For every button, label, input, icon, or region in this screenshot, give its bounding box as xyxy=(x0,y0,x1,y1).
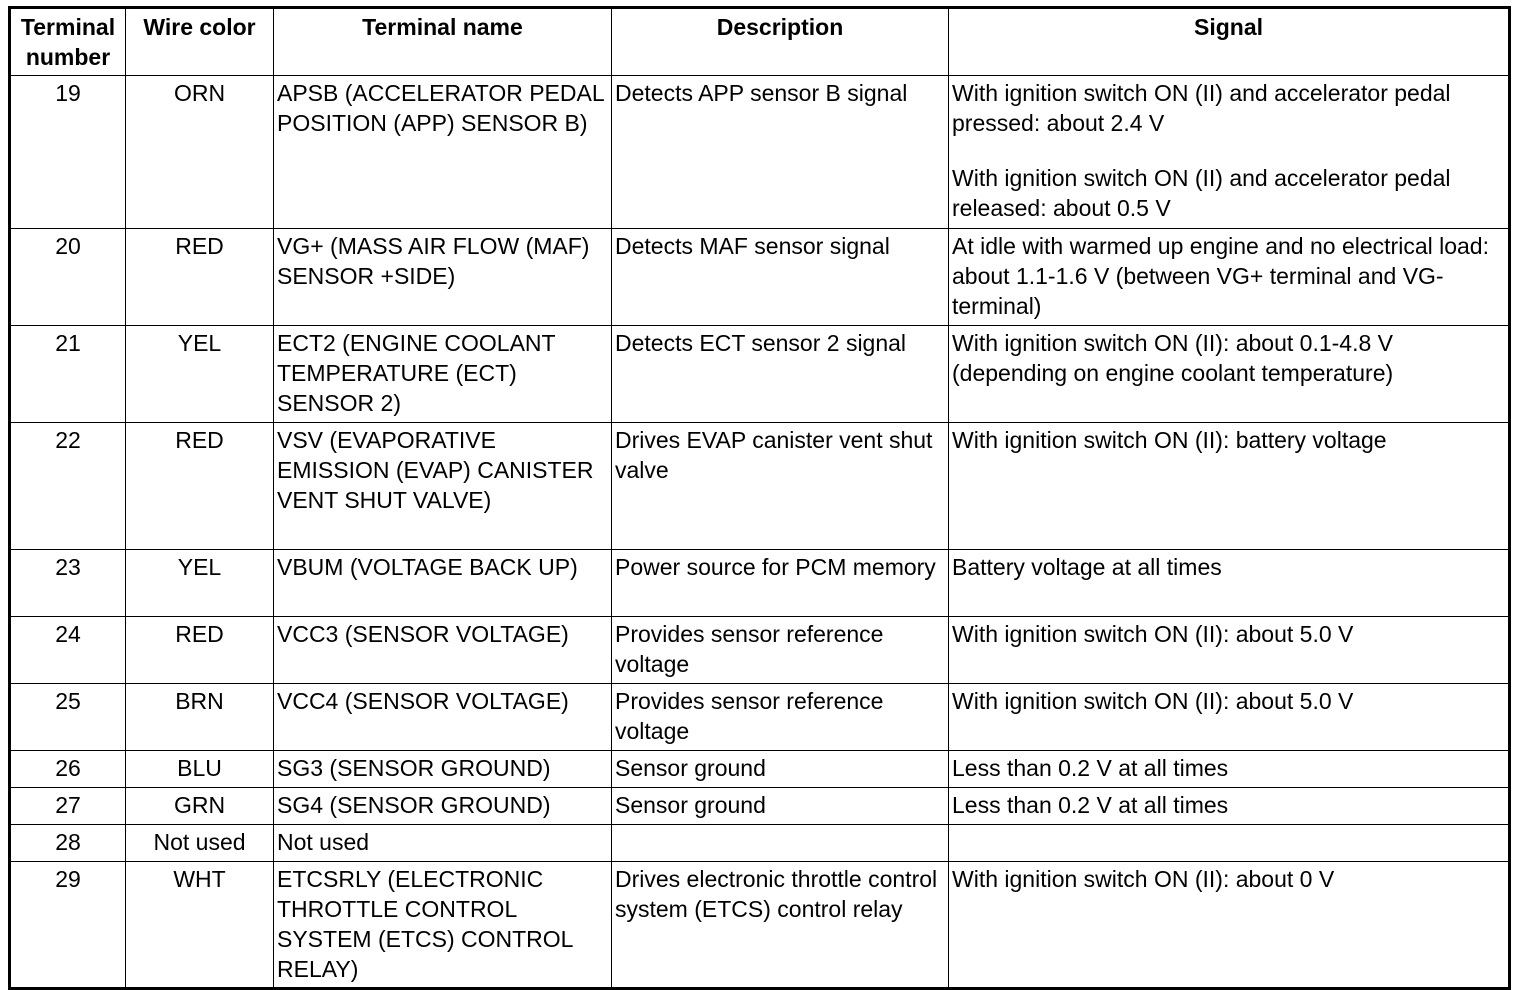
terminal-name-cell: Not used xyxy=(274,825,612,862)
description-cell: Detects ECT sensor 2 signal xyxy=(612,326,949,423)
signal-line: With ignition switch ON (II): about 0 V xyxy=(952,866,1335,892)
terminal-number-cell: 25 xyxy=(10,684,126,751)
terminal-name-cell: ECT2 (ENGINE COOLANT TEMPERATURE (ECT) SENSOR 2) xyxy=(274,326,612,423)
signal-cell xyxy=(949,229,1510,326)
signal-line: At idle with warmed up engine and no electrical load: about 1.1-1.6 V (between VG+ terminal and VG- terminal) xyxy=(952,233,1489,319)
terminal-name-cell: VCC4 (SENSOR VOLTAGE) xyxy=(274,684,612,751)
signal-line: With ignition switch ON (II) and accelerator pedal released: about 0.5 V xyxy=(952,165,1451,221)
terminal-number-cell: 26 xyxy=(10,751,126,788)
table-row xyxy=(10,550,1510,617)
terminal-number-cell: 27 xyxy=(10,788,126,825)
table-row xyxy=(10,76,1510,229)
wire-color-cell: WHT xyxy=(126,862,274,989)
description-cell: Detects APP sensor B signal xyxy=(612,76,949,229)
table-row xyxy=(10,423,1510,550)
terminal-table xyxy=(8,6,1511,990)
signal-cell xyxy=(949,788,1510,825)
terminal-name-cell: SG4 (SENSOR GROUND) xyxy=(274,788,612,825)
wire-color-cell: BLU xyxy=(126,751,274,788)
terminal-number-cell: 24 xyxy=(10,617,126,684)
terminal-number-cell: 22 xyxy=(10,423,126,550)
terminal-name-cell: SG3 (SENSOR GROUND) xyxy=(274,751,612,788)
description-cell: Sensor ground xyxy=(612,788,949,825)
signal-line: With ignition switch ON (II) and accelerator pedal pressed: about 2.4 V xyxy=(952,80,1451,136)
table-row xyxy=(10,617,1510,684)
terminal-name-cell: ETCSRLY (ELECTRONIC THROTTLE CONTROL SYSTEM (ETCS) CONTROL RELAY) xyxy=(274,862,612,989)
header-description: Description xyxy=(612,8,949,76)
description-cell: Provides sensor reference voltage xyxy=(612,617,949,684)
header-signal: Signal xyxy=(949,8,1510,76)
table-row xyxy=(10,862,1510,989)
table-row xyxy=(10,751,1510,788)
signal-cell xyxy=(949,825,1510,862)
table-row xyxy=(10,326,1510,423)
signal-cell xyxy=(949,423,1510,550)
terminal-number-cell: 21 xyxy=(10,326,126,423)
terminal-name-cell: VSV (EVAPORATIVE EMISSION (EVAP) CANISTER VENT SHUT VALVE) xyxy=(274,423,612,550)
signal-cell xyxy=(949,862,1510,989)
wire-color-cell: Not used xyxy=(126,825,274,862)
wire-color-cell: ORN xyxy=(126,76,274,229)
signal-line: Battery voltage at all times xyxy=(952,554,1222,580)
signal-cell xyxy=(949,751,1510,788)
table-row xyxy=(10,788,1510,825)
terminal-number-cell: 23 xyxy=(10,550,126,617)
signal-line: With ignition switch ON (II): about 5.0 V xyxy=(952,688,1354,714)
header-terminal-name: Terminal name xyxy=(274,8,612,76)
description-cell: Provides sensor reference voltage xyxy=(612,684,949,751)
wire-color-cell: YEL xyxy=(126,326,274,423)
signal-cell xyxy=(949,550,1510,617)
table-row xyxy=(10,229,1510,326)
description-cell: Drives electronic throttle control system (ETCS) control relay xyxy=(612,862,949,989)
terminal-number-cell: 29 xyxy=(10,862,126,989)
signal-line: With ignition switch ON (II): about 0.1-4.8 V (depending on engine coolant temperature) xyxy=(952,330,1394,386)
wire-color-cell: RED xyxy=(126,229,274,326)
description-cell: Drives EVAP canister vent shut valve xyxy=(612,423,949,550)
signal-line: With ignition switch ON (II): battery voltage xyxy=(952,427,1387,453)
signal-line: With ignition switch ON (II): about 5.0 V xyxy=(952,621,1354,647)
signal-cell xyxy=(949,326,1510,423)
terminal-name-cell: VCC3 (SENSOR VOLTAGE) xyxy=(274,617,612,684)
header-terminal-number: Terminal number xyxy=(10,8,126,76)
signal-line: Less than 0.2 V at all times xyxy=(952,792,1229,818)
signal-cell xyxy=(949,617,1510,684)
wire-color-cell: RED xyxy=(126,617,274,684)
table-row xyxy=(10,825,1510,862)
description-cell: Sensor ground xyxy=(612,751,949,788)
description-cell: Power source for PCM memory xyxy=(612,550,949,617)
wire-color-cell: YEL xyxy=(126,550,274,617)
terminal-name-cell: VBUM (VOLTAGE BACK UP) xyxy=(274,550,612,617)
header-row xyxy=(10,8,1510,76)
wire-color-cell: BRN xyxy=(126,684,274,751)
wire-color-cell: RED xyxy=(126,423,274,550)
table-row xyxy=(10,684,1510,751)
description-cell xyxy=(612,825,949,862)
signal-cell xyxy=(949,684,1510,751)
header-wire-color: Wire color xyxy=(126,8,274,76)
description-cell: Detects MAF sensor signal xyxy=(612,229,949,326)
terminal-name-cell: VG+ (MASS AIR FLOW (MAF) SENSOR +SIDE) xyxy=(274,229,612,326)
terminal-number-cell: 19 xyxy=(10,76,126,229)
wire-color-cell: GRN xyxy=(126,788,274,825)
signal-cell xyxy=(949,76,1510,229)
terminal-name-cell: APSB (ACCELERATOR PEDAL POSITION (APP) SENSOR B) xyxy=(274,76,612,229)
signal-line: Less than 0.2 V at all times xyxy=(952,755,1229,781)
terminal-number-cell: 28 xyxy=(10,825,126,862)
terminal-number-cell: 20 xyxy=(10,229,126,326)
